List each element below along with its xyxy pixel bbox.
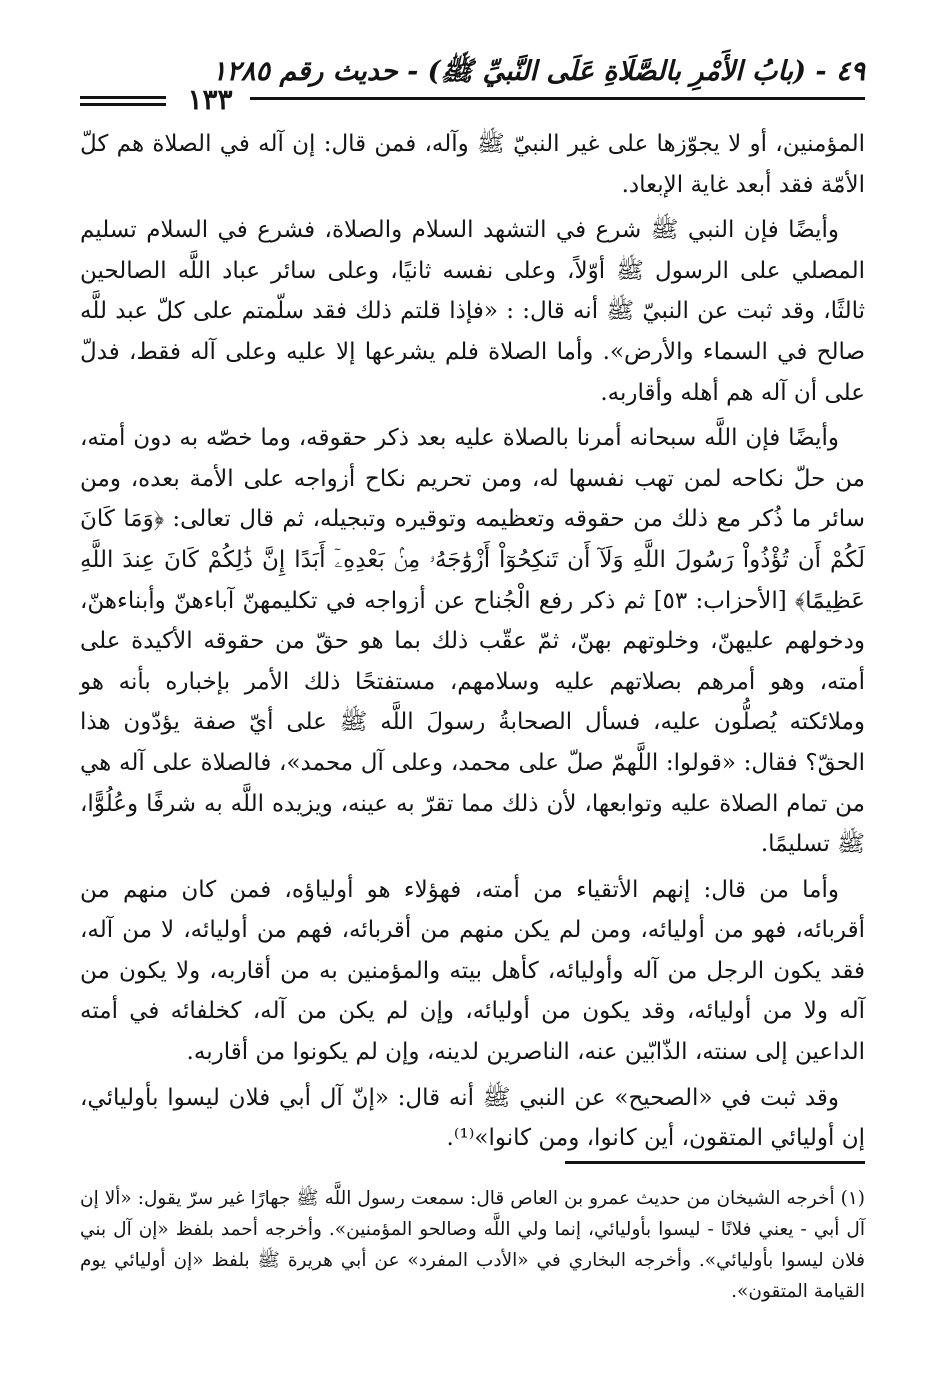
- running-header: [80, 46, 865, 116]
- main-text: [80, 124, 865, 1164]
- page-number: ١٣٣: [187, 83, 233, 116]
- paragraph: وقد ثبت في «الصحيح» عن النبي ﷺ أنه قال: «إنّ آل أبي فلان ليسوا بأوليائي، إن أوليائي المتقون، أين كانوا، ومن كانوا»⁽¹⁾.: [80, 1084, 865, 1152]
- footnote-text: (١) أخرجه الشيخان من حديث عمرو بن العاص قال: سمعت رسول اللَّه ﷺ جهارًا غير سرّ يقول: «ألا إن آل أبي - يعني فلانًا - ليسوا بأوليائي، إنما ولي اللَّه وصالحو المؤمنين». وأخرجه أحمد بلفظ «إن آل بني فلان ليسوا بأوليائي». وأخرجه البخاري في «الأدب المفرد» عن أبي هريرة ﷺ بلفظ «إن أوليائي يوم القيامة المتقون».: [80, 1188, 865, 1302]
- paragraph: وأيضًا فإن اللَّه سبحانه أمرنا بالصلاة عليه بعد ذكر حقوقه، وما خصّه به دون أمته، من حلّ نكاحه لمن تهب نفسها له، ومن تحريم نكاح أزواجه على الأمة بعده، ومن سائر ما ذُكر مع ذلك من حقوقه وتعظيمه وتوقيره وتبجيله، ثم قال تعالى: ﴿وَمَا كَانَ لَكُمْ أَن تُؤْذُواْ رَسُولَ اللَّهِ وَلَآ أَن تَنكِحُوٓاْ أَزْوَٰجَهُۥ مِنۢ بَعْدِهِۦٓ أَبَدًا إِنَّ ذَٰلِكُمْ كَانَ عِندَ اللَّهِ عَظِيمًا﴾ [الأحزاب: ٥٣] ثم ذكر رفع الْجُناح عن أزواجه في تكليمهنّ آباءهنّ وأبناءهنّ، ودخولهم عليهنّ، وخلوتهم بهنّ، ثمّ عقّب ذلك بما هو حقّ من حقوقه الأكيدة على أمته، وهو أمرهم بصلاتهم عليه وسلامهم، مستفتحًا ذلك الأمر بإخباره بأنه هو وملائكته يُصلُّون عليه، فسأل الصحابةُ رسولَ اللَّه ﷺ على أيّ صفة يؤدّون هذا الحقّ؟ فقال: «قولوا: اللَّهمّ صلّ على محمد، وعلى آل محمد»، فالصلاة على آله هي من تمام الصلاة عليه وتوابعها، لأن ذلك مما تقرّ به عينه، ويزيده اللَّه به شرفًا وعُلُوًّا، ﷺ تسليمًا.: [80, 425, 865, 858]
- paragraph: وأيضًا فإن النبي ﷺ شرع في التشهد السلام والصلاة، فشرع في السلام تسليم المصلي على الرسول ﷺ أوّلاً، وعلى نفسه ثانيًا، وعلى سائر عباد اللَّه الصالحين ثالثًا، وقد ثبت عن النبيّ ﷺ أنه قال: : «فإذا قلتم ذلك فقد سلّمتم على كلّ عبد للَّه صالح في السماء والأرض». وأما الصلاة فلم يشرعها إلا عليه وعلى آله فقط، فدلّ على أن آله هم أهله وأقاربه.: [80, 217, 865, 406]
- paragraph: المؤمنين، أو لا يجوّزها على غير النبيّ ﷺ وآله، فمن قال: إن آله في الصلاة هم كلّ الأمّة فقد أبعد غاية الإبعاد.: [80, 131, 865, 198]
- page-number-rules: [80, 96, 166, 110]
- footnote: [80, 1183, 865, 1307]
- header-rule: [250, 97, 865, 100]
- paragraph: وأما من قال: إنهم الأتقياء من أمته، فهؤلاء هو أولياؤه، فمن كان منهم من أقربائه، فهو من أوليائه، ومن لم يكن منهم من أقربائه، فهم من أوليائه، لا من آله، فقد يكون الرجل من آله وأوليائه، كأهل بيته والمؤمنين به من أقاربه، ولا يكون من آله ولا من أوليائه، وقد يكون من أوليائه، وإن لم يكن من آله، كخلفائه في أمته الداعين إلى سنته، الذّابّين عنه، الناصرين لدينه، وإن لم يكونوا من أقاربه.: [80, 876, 865, 1066]
- double-rule-top: [80, 96, 166, 99]
- footnote-separator: [565, 1161, 865, 1164]
- chapter-title: ٤٩ - (بابُ الأَمْرِ بالصَّلَاةِ عَلَى النَّبيِّ ﷺ) - حديث رقم ١٢٨٥: [212, 56, 865, 87]
- double-rule-bottom: [80, 103, 166, 106]
